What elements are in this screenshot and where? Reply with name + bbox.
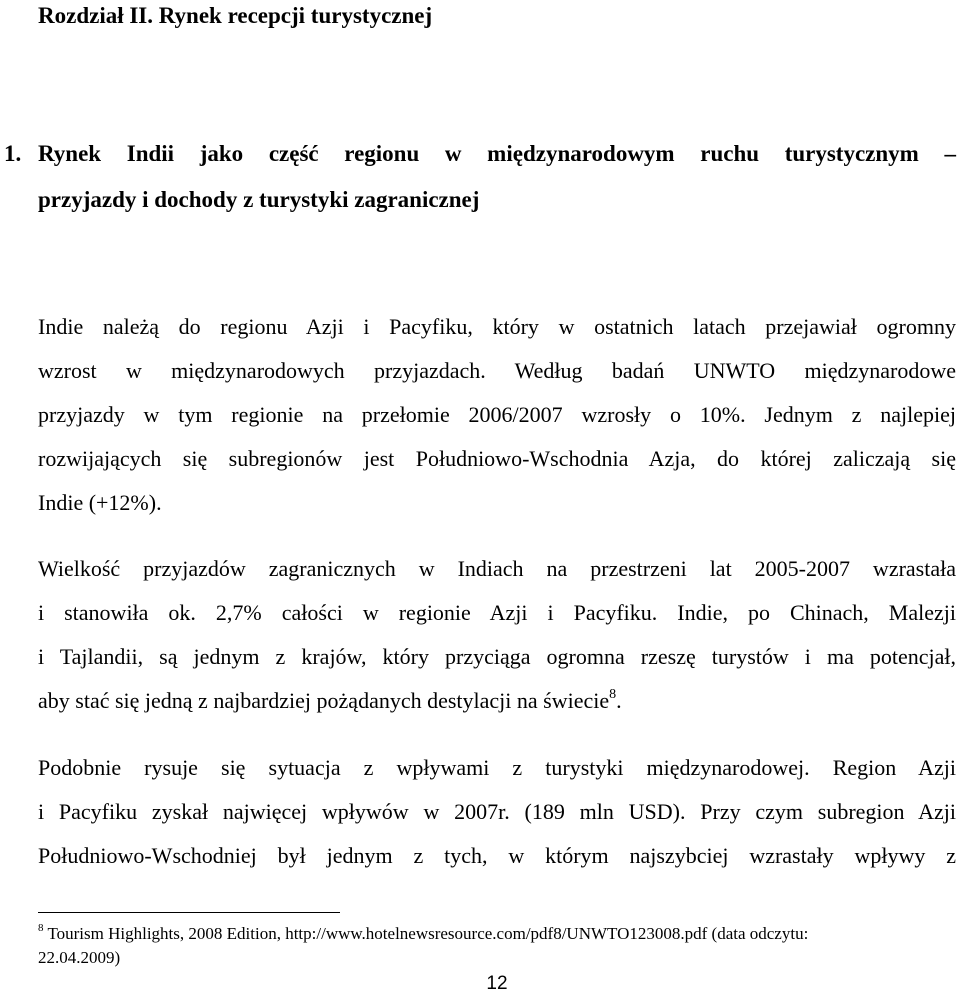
paragraph-3 — [38, 746, 956, 878]
paragraph-line-with-footnote — [38, 679, 956, 723]
paragraph-line: i Tajlandii, są jednym z krajów, który przyciąga ogromna rzeszę turystów i ma potencjał, — [38, 644, 956, 669]
section-title-line-1: Rynek Indii jako część regionu w międzynarodowym ruchu turystycznym – — [38, 141, 956, 166]
paragraph-2 — [38, 547, 956, 723]
footnote-separator — [38, 912, 340, 913]
paragraph-line: Podobnie rysuje się sytuacja z wpływami z turystyki międzynarodowej. Region Azji — [38, 755, 956, 780]
section-number: 1. — [4, 141, 22, 166]
paragraph-line: Indie (+12%). — [38, 490, 162, 515]
footnote-reference: 8 — [609, 686, 617, 702]
paragraph-line: rozwijających się subregionów jest Południowo-Wschodnia Azja, do której zaliczają się — [38, 446, 956, 471]
paragraph-line: Wielkość przyjazdów zagranicznych w Indiach na przestrzeni lat 2005-2007 wzrastała — [38, 556, 956, 581]
section-title-line-2: przyjazdy i dochody z turystyki zagranicznej — [38, 187, 480, 212]
paragraph-line: Południowo-Wschodniej był jednym z tych, w którym najszybciej wzrastały wpływy z — [38, 843, 956, 868]
page-number: 12 — [486, 973, 508, 994]
footnote — [38, 922, 956, 970]
sentence-end: . — [616, 688, 622, 713]
paragraph-line-text: aby stać się jedną z najbardziej pożądanych destylacji na świecie — [38, 688, 610, 713]
footnote-line-1 — [38, 922, 956, 946]
paragraph-line: wzrost w międzynarodowych przyjazdach. Według badań UNWTO międzynarodowe — [38, 358, 956, 383]
paragraph-line: przyjazdy w tym regionie na przełomie 2006/2007 wzrosły o 10%. Jednym z najlepiej — [38, 402, 956, 427]
footnote-line-2: 22.04.2009) — [38, 948, 121, 967]
paragraph-1 — [38, 305, 956, 525]
footnote-marker: 8 — [38, 922, 44, 935]
chapter-title: Rozdział II. Rynek recepcji turystycznej — [38, 3, 433, 28]
paragraph-line: i stanowiła ok. 2,7% całości w regionie Azji i Pacyfiku. Indie, po Chinach, Malezji — [38, 600, 956, 625]
paragraph-line: i Pacyfiku zyskał najwięcej wpływów w 2007r. (189 mln USD). Przy czym subregion Azji — [38, 799, 956, 824]
paragraph-line: Indie należą do regionu Azji i Pacyfiku, który w ostatnich latach przejawiał ogromny — [38, 314, 956, 339]
footnote-text: Tourism Highlights, 2008 Edition, http://www.hotelnewsresource.com/pdf8/UNWTO123008.pdf (data odczytu: — [43, 924, 809, 943]
